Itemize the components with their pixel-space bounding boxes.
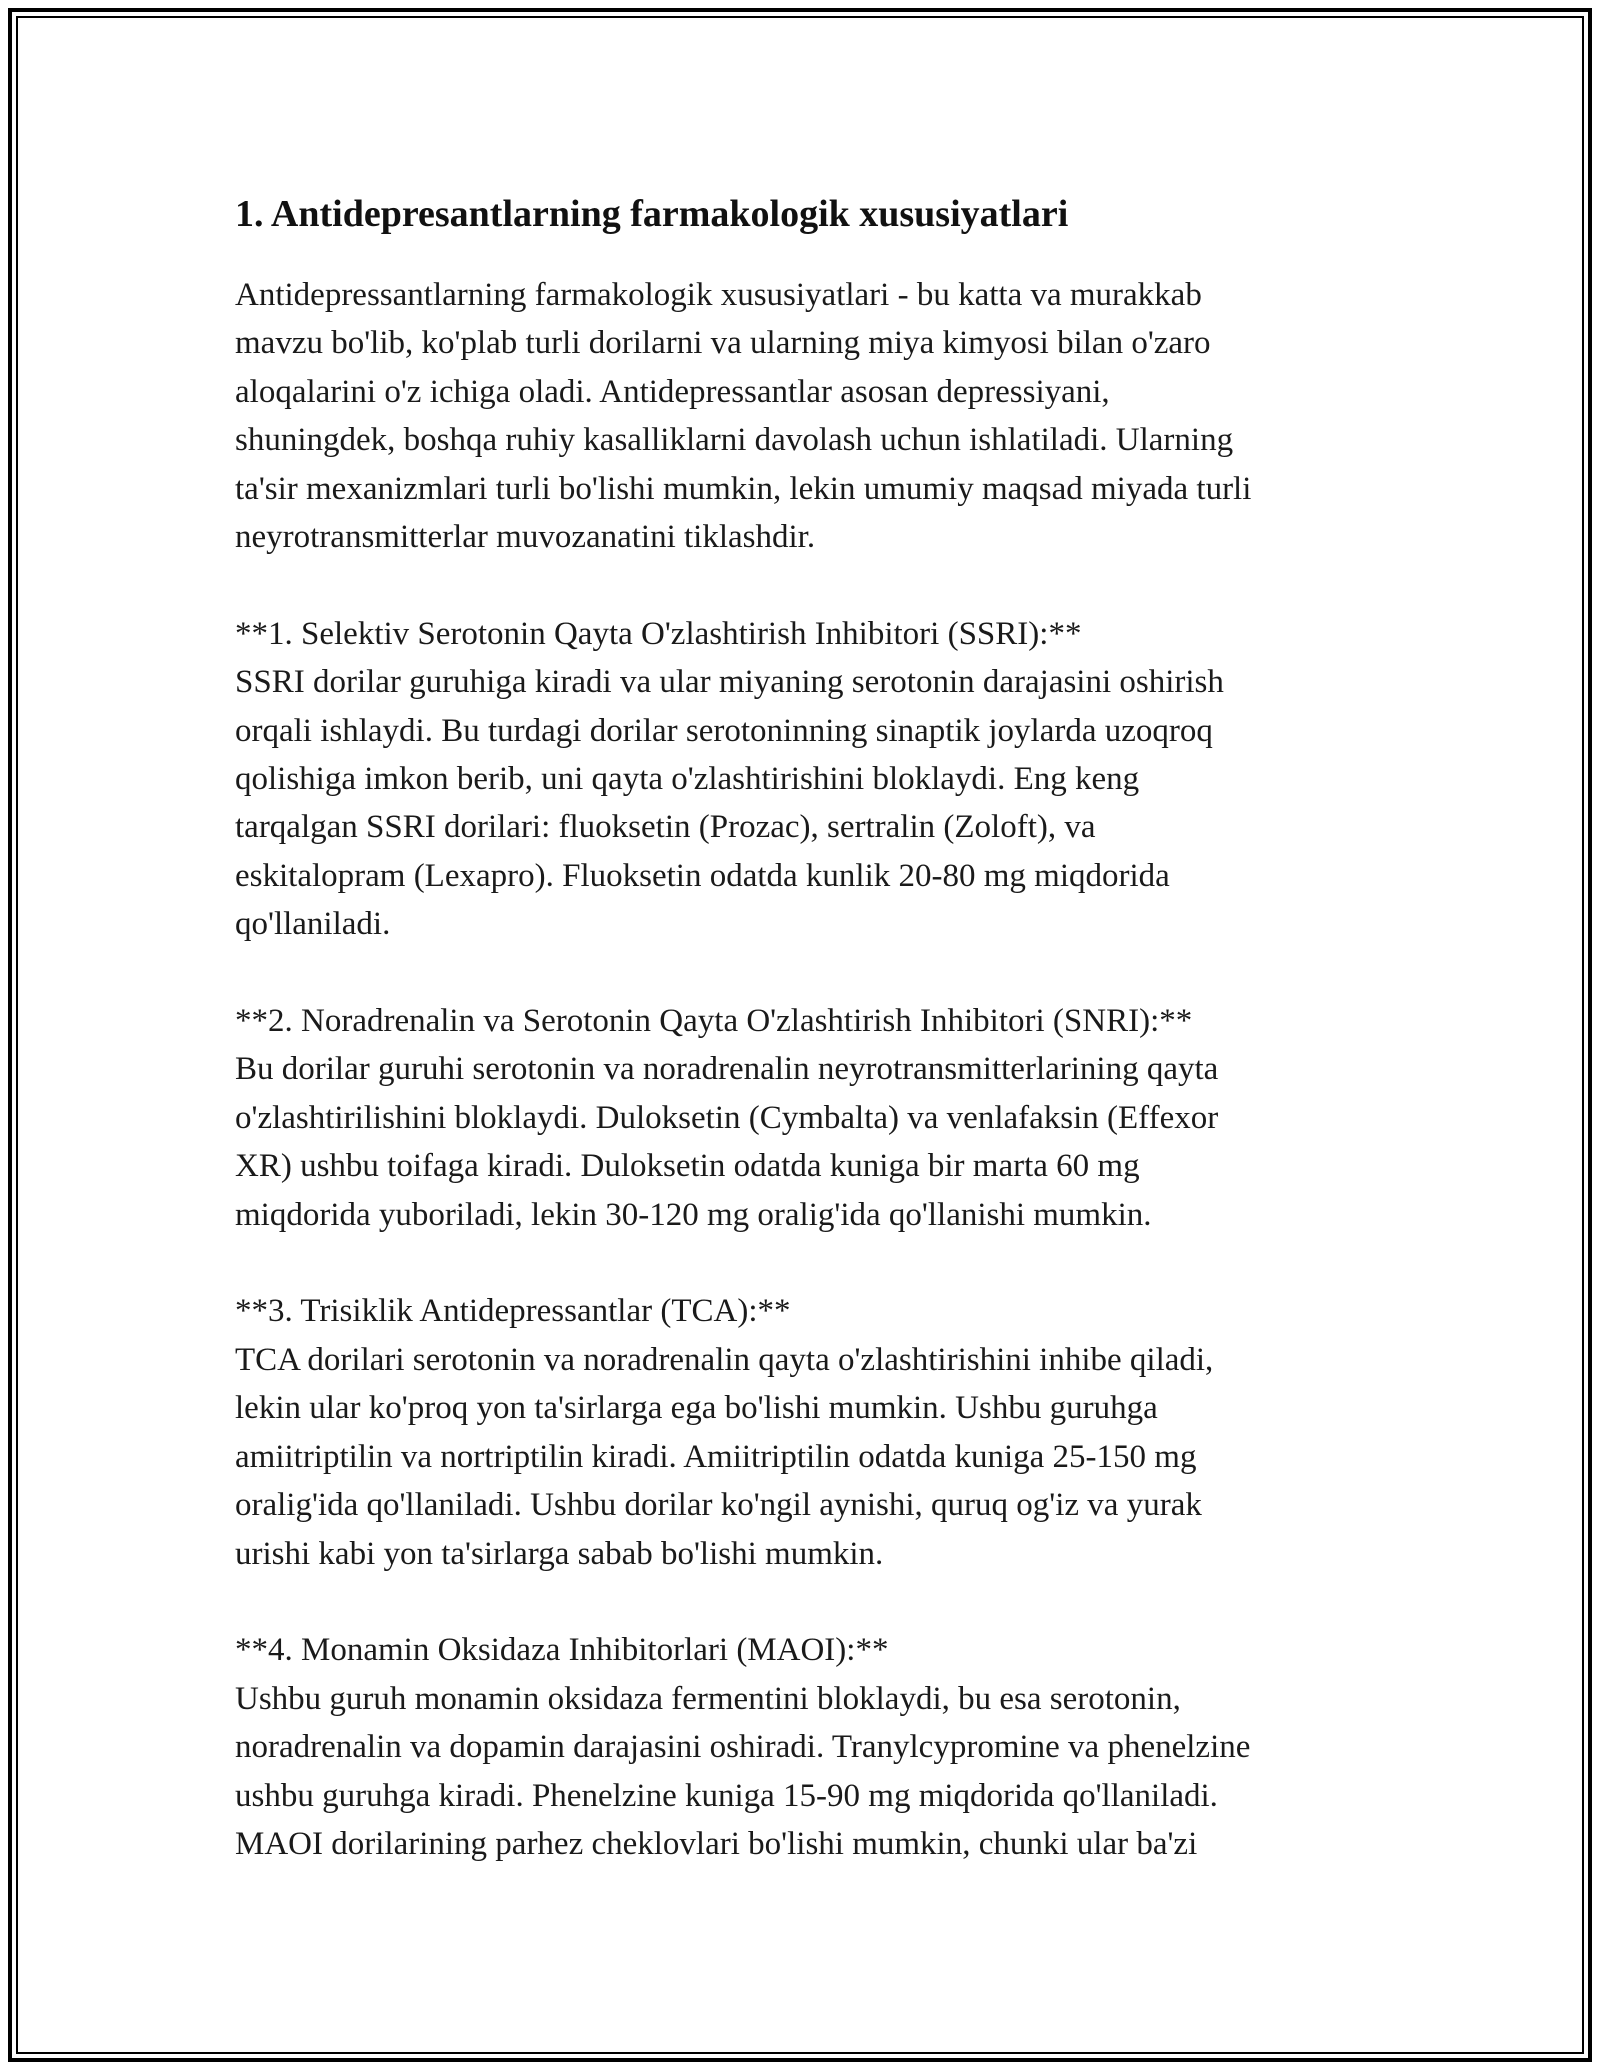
intro-paragraph: Antidepressantlarning farmakologik xususiyatlari - bu katta va murakkab mavzu bo'lib, ko'plab turli dorilarni va ularning miya kimyosi bilan o'zaro aloqalarini o'z ichiga oladi. Antidepressantlar asosan depressiyani, shuningdek, boshqa ruhiy kasalliklarni davolash uchun ishlatiladi. Ularning ta'sir mexanizmlari turli bo'lishi mumkin, lekin umumiy maqsad miyada turli neyrotransmitterlar muvozanatini tiklashdir. [235, 277, 1252, 556]
subsection-ssri [235, 610, 1395, 949]
paragraph-gap [235, 1578, 1395, 1626]
paragraph-gap [235, 949, 1395, 997]
subsection-body: Bu dorilar guruhi serotonin va noradrenalin neyrotransmitterlarining qayta o'zlashtirilishini bloklaydi. Duloksetin (Cymbalta) va venlafaksin (Effexor XR) ushbu toifaga kiradi. Duloksetin odatda kuniga bir marta 60 mg miqdorida yuboriladi, lekin 30-120 mg oralig'ida qo'llanishi mumkin. [235, 1051, 1219, 1233]
subsection-body: TCA dorilari serotonin va noradrenalin qayta o'zlashtirishini inhibe qiladi, lekin ular ko'proq yon ta'sirlarga ega bo'lishi mumkin. Ushbu guruhga amiitriptilin va nortriptilin kiradi. Amiitriptilin odatda kuniga 25-150 mg oralig'ida qo'llaniladi. Ushbu dorilar ko'ngil aynishi, quruq og'iz va yurak urishi kabi yon ta'sirlarga sabab bo'lishi mumkin. [235, 1341, 1214, 1572]
subsection-title: **3. Trisiklik Antidepressantlar (TCA):** [235, 1293, 791, 1330]
paragraph-gap [235, 561, 1395, 609]
subsection-snri [235, 997, 1395, 1239]
subsection-title: **1. Selektiv Serotonin Qayta O'zlashtirish Inhibitori (SSRI):** [235, 615, 1082, 652]
subsection-body: SSRI dorilar guruhiga kiradi va ular miyaning serotonin darajasini oshirish orqali ishlaydi. Bu turdagi dorilar serotoninning sinaptik joylarda uzoqroq qolishiga imkon berib, uni qayta o'zlashtirishini bloklaydi. Eng keng tarqalgan SSRI dorilari: fluoksetin (Prozac), sertralin (Zoloft), va eskitalopram (Lexapro). Fluoksetin odatda kunlik 20-80 mg miqdorida qo'llaniladi. [235, 664, 1224, 943]
subsection-tca [235, 1287, 1395, 1577]
section-heading: 1. Antidepresantlarning farmakologik xususiyatlari [235, 193, 1069, 235]
subsection-body: Ushbu guruh monamin oksidaza fermentini bloklaydi, bu esa serotonin, noradrenalin va dopamin darajasini oshiradi. Tranylcypromine va phenelzine ushbu guruhga kiradi. Phenelzine kuniga 15-90 mg miqdorida qo'llaniladi. MAOI dorilarining parhez cheklovlari bo'lishi mumkin, chunki ular ba'zi [235, 1680, 1251, 1862]
subsection-title: **2. Noradrenalin va Serotonin Qayta O'zlashtirish Inhibitori (SNRI):** [235, 1003, 1193, 1040]
subsection-maoi [235, 1626, 1395, 1868]
paragraph-gap [235, 1239, 1395, 1287]
document-body [235, 185, 1395, 1868]
subsection-title: **4. Monamin Oksidaza Inhibitorlari (MAOI):** [235, 1632, 889, 1669]
